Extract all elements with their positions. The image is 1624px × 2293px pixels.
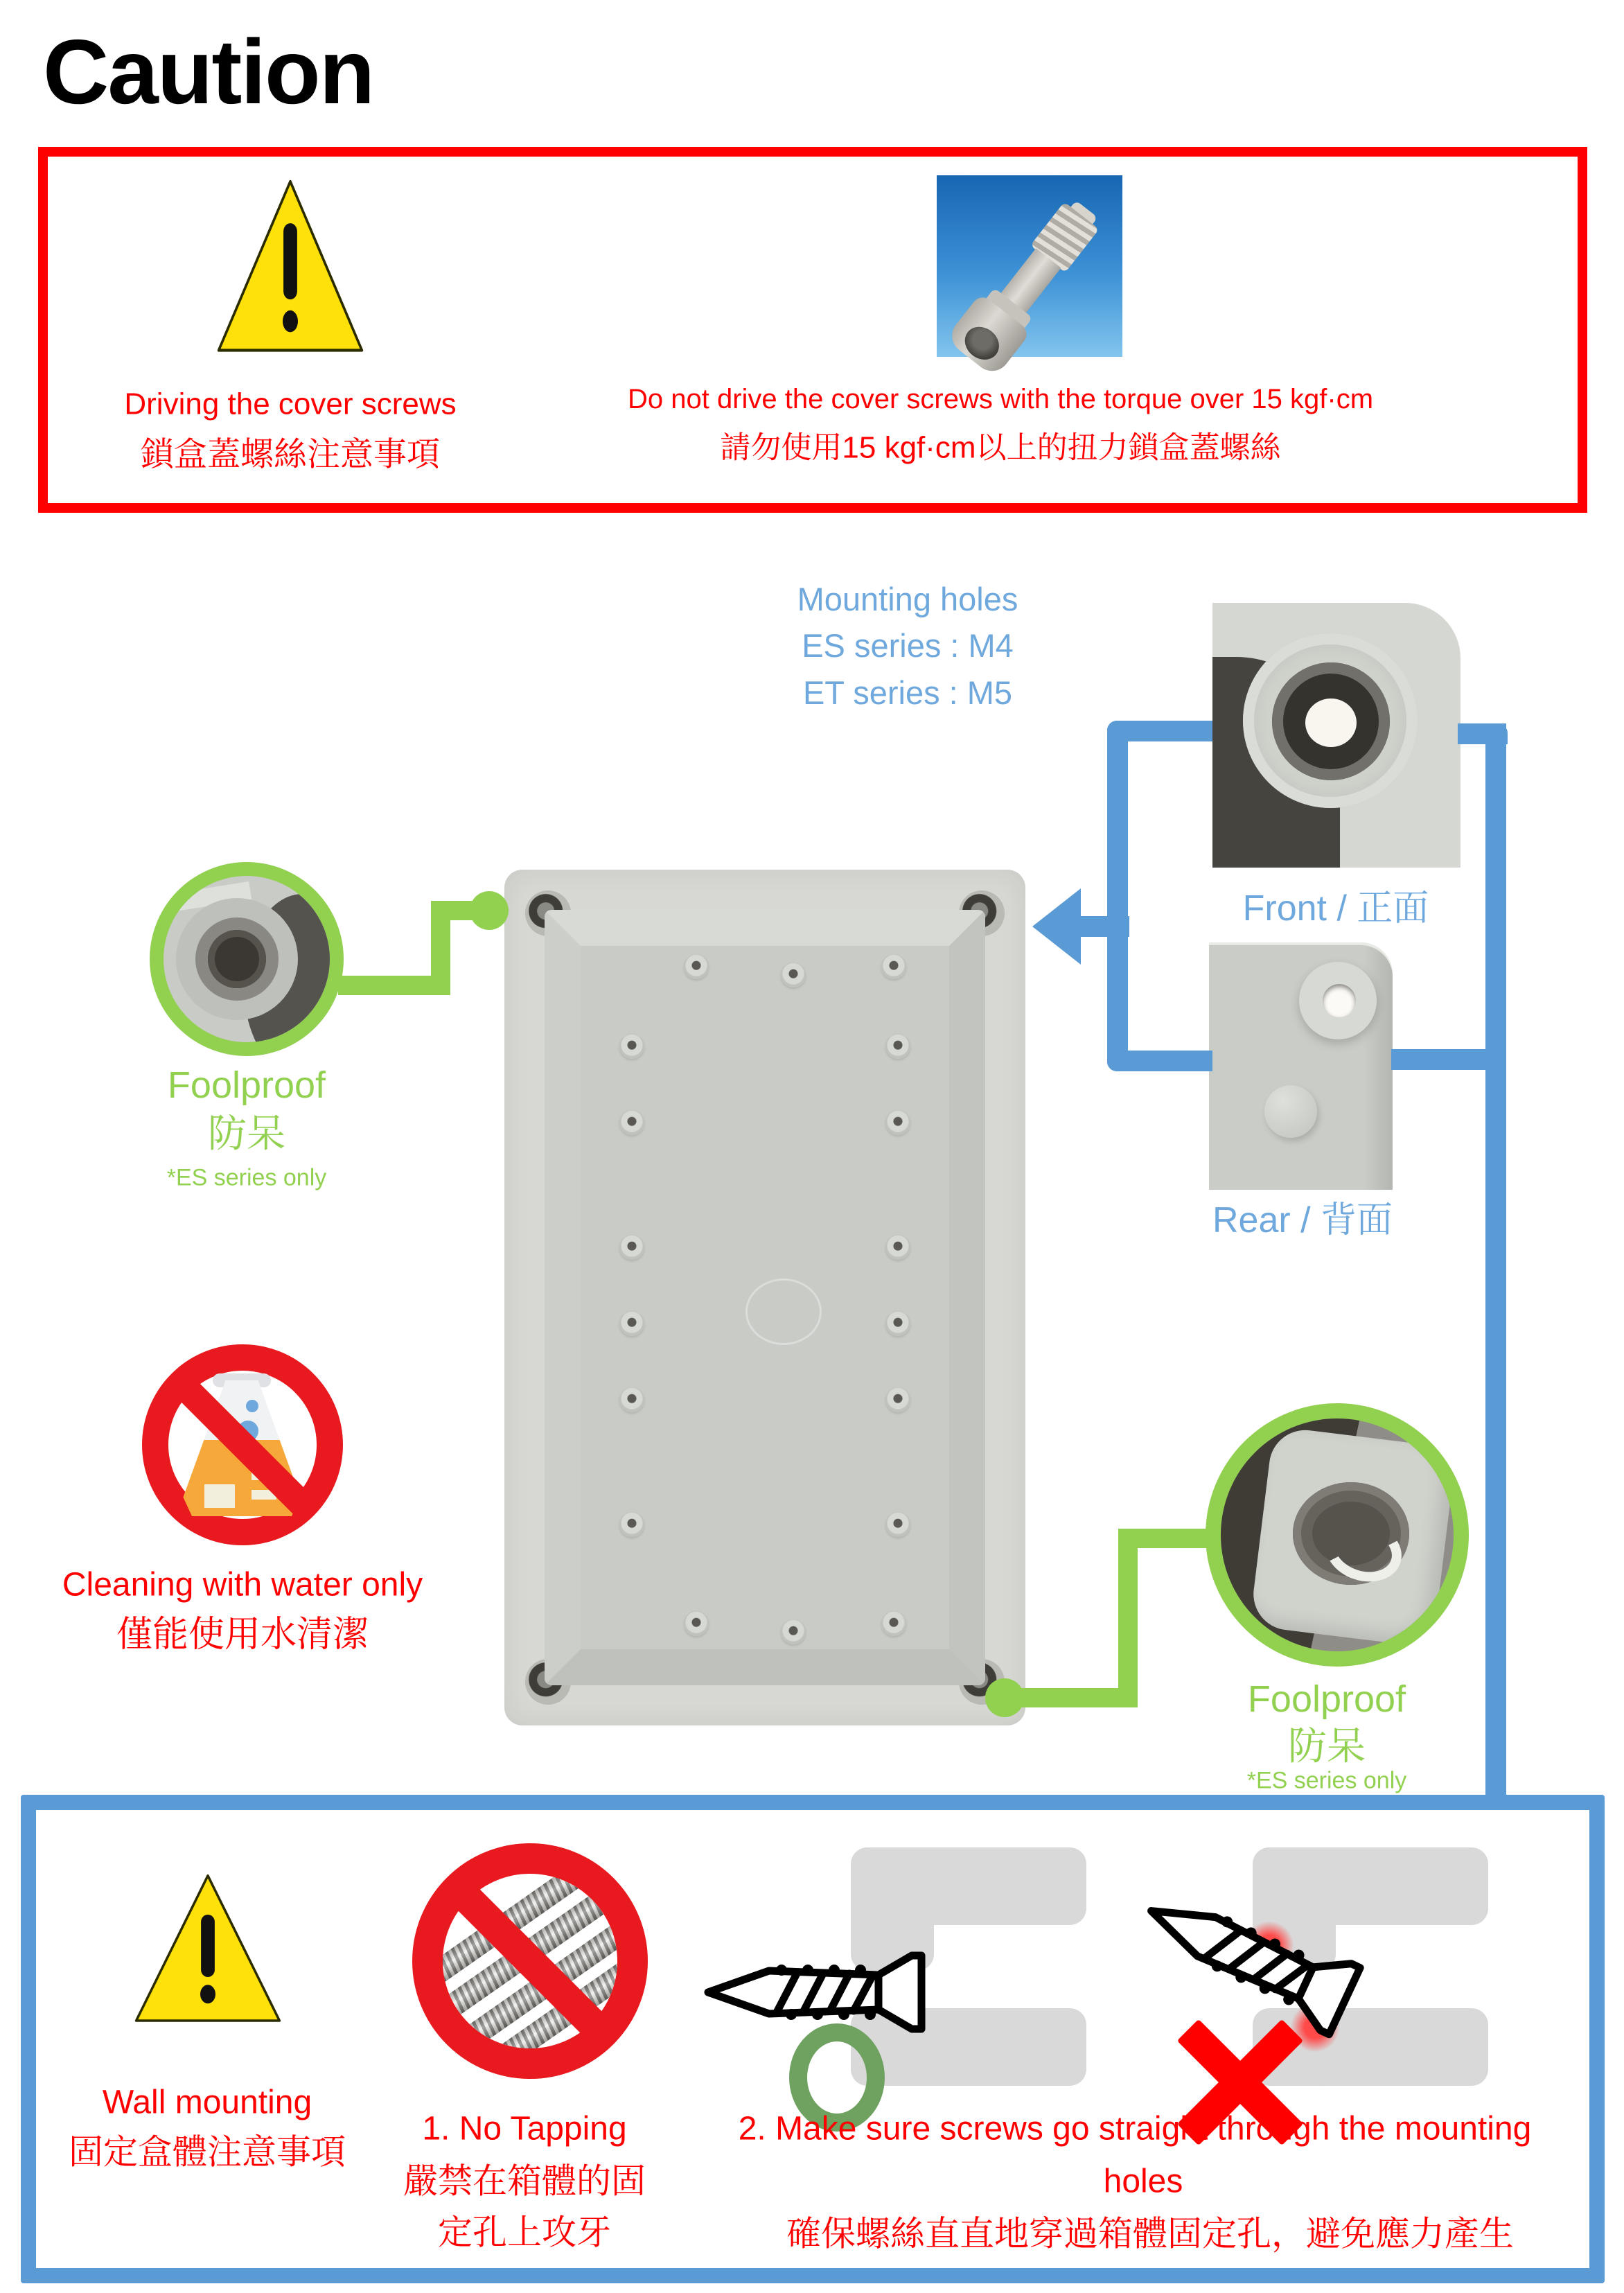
screw-boss <box>684 954 709 979</box>
rule1-title: 1. No Tapping <box>422 2110 627 2147</box>
warning-triangle-icon <box>132 1871 284 2027</box>
screw-boss <box>885 1387 910 1412</box>
green-connector-line <box>1118 1529 1138 1707</box>
screw-boss <box>619 1235 644 1260</box>
screw-boss <box>781 1619 806 1644</box>
foolproof-left-note: *ES series only <box>166 1164 327 1191</box>
foolproof-left-zh: 防呆 <box>208 1111 285 1155</box>
screw-boss <box>885 1034 910 1059</box>
mounting-holes-es: ES series : M4 <box>802 626 1014 664</box>
blue-connector-line <box>1485 723 1506 1810</box>
screw-boss <box>885 1311 910 1336</box>
cleaning-caption-zh: 僅能使用水清潔 <box>116 1615 369 1655</box>
arrow-left-icon <box>1032 888 1081 965</box>
rule1-zh-line1: 嚴禁在箱體的固 <box>403 2161 646 2201</box>
cover-screw-caption-en: Driving the cover screws <box>124 387 457 421</box>
rule2-zh: 確保螺絲直直地穿過箱體固定孔，避免應力產生 <box>786 2214 1514 2254</box>
screw-boss <box>619 1387 644 1412</box>
torque-warning-zh: 請勿使用15 kgf·cm以上的扭力鎖盒蓋螺絲 <box>720 430 1281 465</box>
screw-boss <box>881 1611 906 1636</box>
foolproof-zoom-photo-right <box>1206 1403 1469 1667</box>
screw-boss <box>619 1110 644 1135</box>
foolproof-zoom-photo-left <box>150 862 344 1056</box>
screw-boss <box>619 1034 644 1059</box>
screw-boss <box>781 963 806 987</box>
enclosure-interior-photo <box>504 870 1025 1725</box>
warning-triangle-icon <box>214 176 367 358</box>
cover-screw-caution-box <box>38 147 1587 513</box>
mounting-holes-title: Mounting holes <box>797 580 1018 617</box>
wall-mounting-caption-zh: 固定盒體注意事項 <box>69 2132 346 2172</box>
cover-screw-photo <box>937 175 1122 357</box>
screw-boss <box>684 1611 709 1636</box>
no-chemicals-icon <box>142 1344 343 1545</box>
rear-view-label: Rear / 背面 <box>1212 1200 1393 1241</box>
screw-boss <box>885 1110 910 1135</box>
rule2-line1: 2. Make sure screws go straight through the mounting <box>738 2110 1532 2147</box>
no-tapping-icon <box>412 1843 648 2079</box>
blue-connector-line <box>1078 916 1129 937</box>
foolproof-left-title: Foolproof <box>167 1064 326 1106</box>
callout-dot <box>470 891 509 930</box>
screw-boss <box>619 1311 644 1336</box>
nylon-screw-icon <box>967 189 1112 351</box>
rule1-zh-line2: 定孔上攻牙 <box>438 2213 611 2252</box>
mounting-holes-et: ET series : M5 <box>802 674 1013 711</box>
cover-screw-caption-zh: 鎖盒蓋螺絲注意事項 <box>140 436 441 473</box>
foolproof-right-title: Foolproof <box>1247 1678 1406 1720</box>
blue-connector-bracket <box>1107 721 1212 1071</box>
foolproof-right-note: *ES series only <box>1246 1767 1407 1794</box>
screw-boss <box>881 954 906 979</box>
screw-boss <box>885 1512 910 1537</box>
rear-corner-photo <box>1209 942 1393 1190</box>
rule2-line2: holes <box>1103 2163 1183 2200</box>
wall-mounting-caption-en: Wall mounting <box>102 2084 312 2121</box>
torque-warning-en: Do not drive the cover screws with the torque over 15 kgf·cm <box>627 384 1374 414</box>
front-corner-photo <box>1212 603 1460 868</box>
page-title: Caution <box>43 21 374 123</box>
screw-boss <box>885 1235 910 1260</box>
front-view-label: Front / 正面 <box>1242 888 1429 929</box>
foolproof-right-zh: 防呆 <box>1288 1723 1366 1768</box>
blue-connector-line <box>1391 1049 1485 1070</box>
cleaning-caption-en: Cleaning with water only <box>62 1566 423 1604</box>
screw-boss <box>619 1512 644 1537</box>
